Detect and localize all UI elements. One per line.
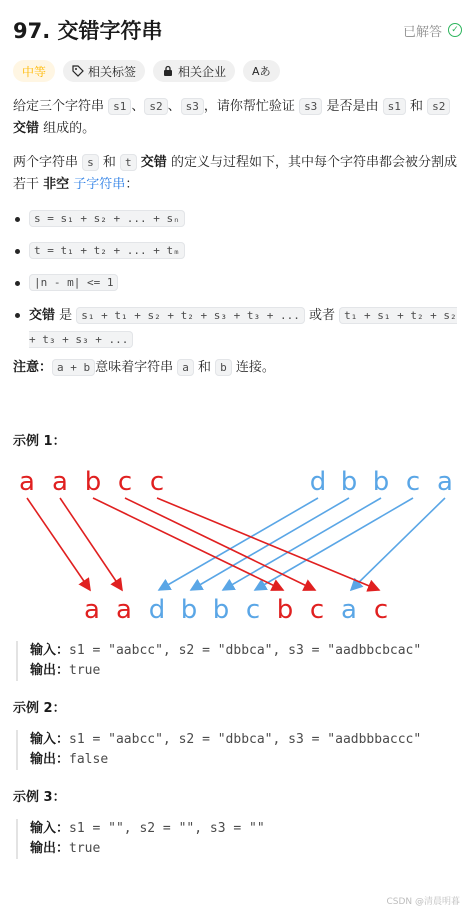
watermark: CSDN @清晨明暮: [386, 897, 460, 907]
solved-label: 已解答: [402, 24, 442, 40]
difficulty-badge: [13, 60, 55, 82]
s1-letter: a: [52, 467, 68, 497]
list-item: s = s₁ + s₂ + ... + sₙ: [13, 208, 460, 230]
substring-link[interactable]: 子字符串: [73, 177, 126, 192]
example-1-heading: 示例 1：: [13, 434, 66, 449]
mapping-arrow: [223, 498, 381, 590]
s3-letter: a: [84, 595, 100, 625]
s1-letter: c: [117, 467, 133, 497]
s3-letter: c: [373, 595, 389, 625]
s3-letter: b: [180, 595, 198, 625]
lock-icon: [162, 65, 174, 77]
related-tags-label: 相关标签: [88, 64, 137, 79]
code-s2: s2: [144, 98, 167, 115]
title-row: [13, 14, 462, 46]
code-s1: s1: [383, 98, 406, 115]
translate-icon: Aあ: [252, 65, 271, 78]
example-input: s1 = "aabcc", s2 = "dbbca", s3 = "aadbbbaccc": [69, 732, 422, 747]
code-t: t: [120, 154, 137, 171]
translate-button[interactable]: [243, 60, 280, 82]
bold-interleave: 交错: [13, 121, 40, 136]
list-item: |n - m| <= 1: [13, 272, 460, 294]
difficulty-label: 中等: [22, 64, 47, 79]
related-tags-button[interactable]: [63, 60, 145, 82]
related-companies-label: 相关企业: [178, 64, 227, 79]
definition-paragraph: 两个字符串 s 和 t 交错 的定义与过程如下，其中每个字符串都会被分割成若干 非空 子字符串：: [13, 155, 457, 192]
code-s2: s2: [427, 98, 450, 115]
example-input: s1 = "aabcc", s2 = "dbbca", s3 = "aadbbcbcac": [69, 643, 422, 658]
s3-letter: d: [148, 595, 166, 625]
s2-letter: c: [405, 467, 421, 497]
interleave-diagram: [0, 460, 474, 630]
s3-letter: b: [212, 595, 230, 625]
mapping-arrow: [60, 498, 122, 590]
related-companies-button[interactable]: [153, 60, 235, 82]
s3-letter: c: [309, 595, 325, 625]
mapping-arrow: [125, 498, 315, 590]
example-3-heading: 示例 3：: [13, 790, 66, 805]
s1-letter: b: [84, 467, 102, 497]
mapping-arrow: [93, 498, 283, 590]
example-output: true: [69, 663, 101, 678]
example-1-box: 输入：s1 = "aabcc", s2 = "dbbca", s3 = "aadbbcbcac" 输出：true: [16, 641, 460, 681]
code-s3: s3: [299, 98, 322, 115]
example-3-box: 输入：s1 = "", s2 = "", s3 = "" 输出：true: [16, 819, 460, 859]
s1-letter: a: [19, 467, 35, 497]
list-item: t = t₁ + t₂ + ... + tₘ: [13, 240, 460, 262]
tag-icon: [72, 65, 84, 77]
s2-letter: b: [340, 467, 358, 497]
s2-letter: b: [372, 467, 390, 497]
s3-letter: c: [245, 595, 261, 625]
example-output: false: [69, 752, 109, 767]
intro-paragraph: 给定三个字符串 s1 、 s2 、 s3 ，请你帮忙验证 s3 是否是由 s1 和 s2 交错 组成的。: [13, 96, 460, 140]
mapping-arrow: [157, 498, 379, 590]
s3-letter: b: [276, 595, 294, 625]
tag-bar: [13, 60, 280, 82]
mapping-arrow: [351, 498, 445, 590]
s2-letter: a: [437, 467, 453, 497]
example-output: true: [69, 841, 101, 856]
s2-letter: d: [309, 467, 327, 497]
bold-interleave: 交错: [140, 155, 167, 170]
code-s: s: [82, 154, 99, 171]
mapping-arrow: [159, 498, 318, 590]
s1-letter: c: [149, 467, 165, 497]
list-item: 交错 是 s₁ + t₁ + s₂ + t₂ + s₃ + t₃ + ... 或者 t₁ + s₁ + t₂ + s₂ + t₃ + s₃ + ...: [13, 304, 460, 352]
example-2-box: 输入：s1 = "aabcc", s2 = "dbbca", s3 = "aadbbbaccc" 输出：false: [16, 730, 460, 770]
code-s3: s3: [181, 98, 204, 115]
mapping-arrow: [27, 498, 90, 590]
note-paragraph: 注意： a + b 意味着字符串 a 和 b 连接。: [13, 360, 275, 375]
s3-letter: a: [341, 595, 357, 625]
mapping-arrow: [255, 498, 413, 590]
definition-list: [13, 208, 460, 352]
example-2-heading: 示例 2：: [13, 701, 66, 716]
solved-status: [403, 21, 462, 40]
problem-title: 97. 交错字符串: [13, 19, 163, 43]
bold-nonempty: 非空: [43, 177, 70, 192]
check-circle-icon: ✓: [448, 23, 462, 37]
example-input: s1 = "", s2 = "", s3 = "": [69, 821, 265, 836]
s3-letter: a: [116, 595, 132, 625]
code-s1: s1: [108, 98, 131, 115]
